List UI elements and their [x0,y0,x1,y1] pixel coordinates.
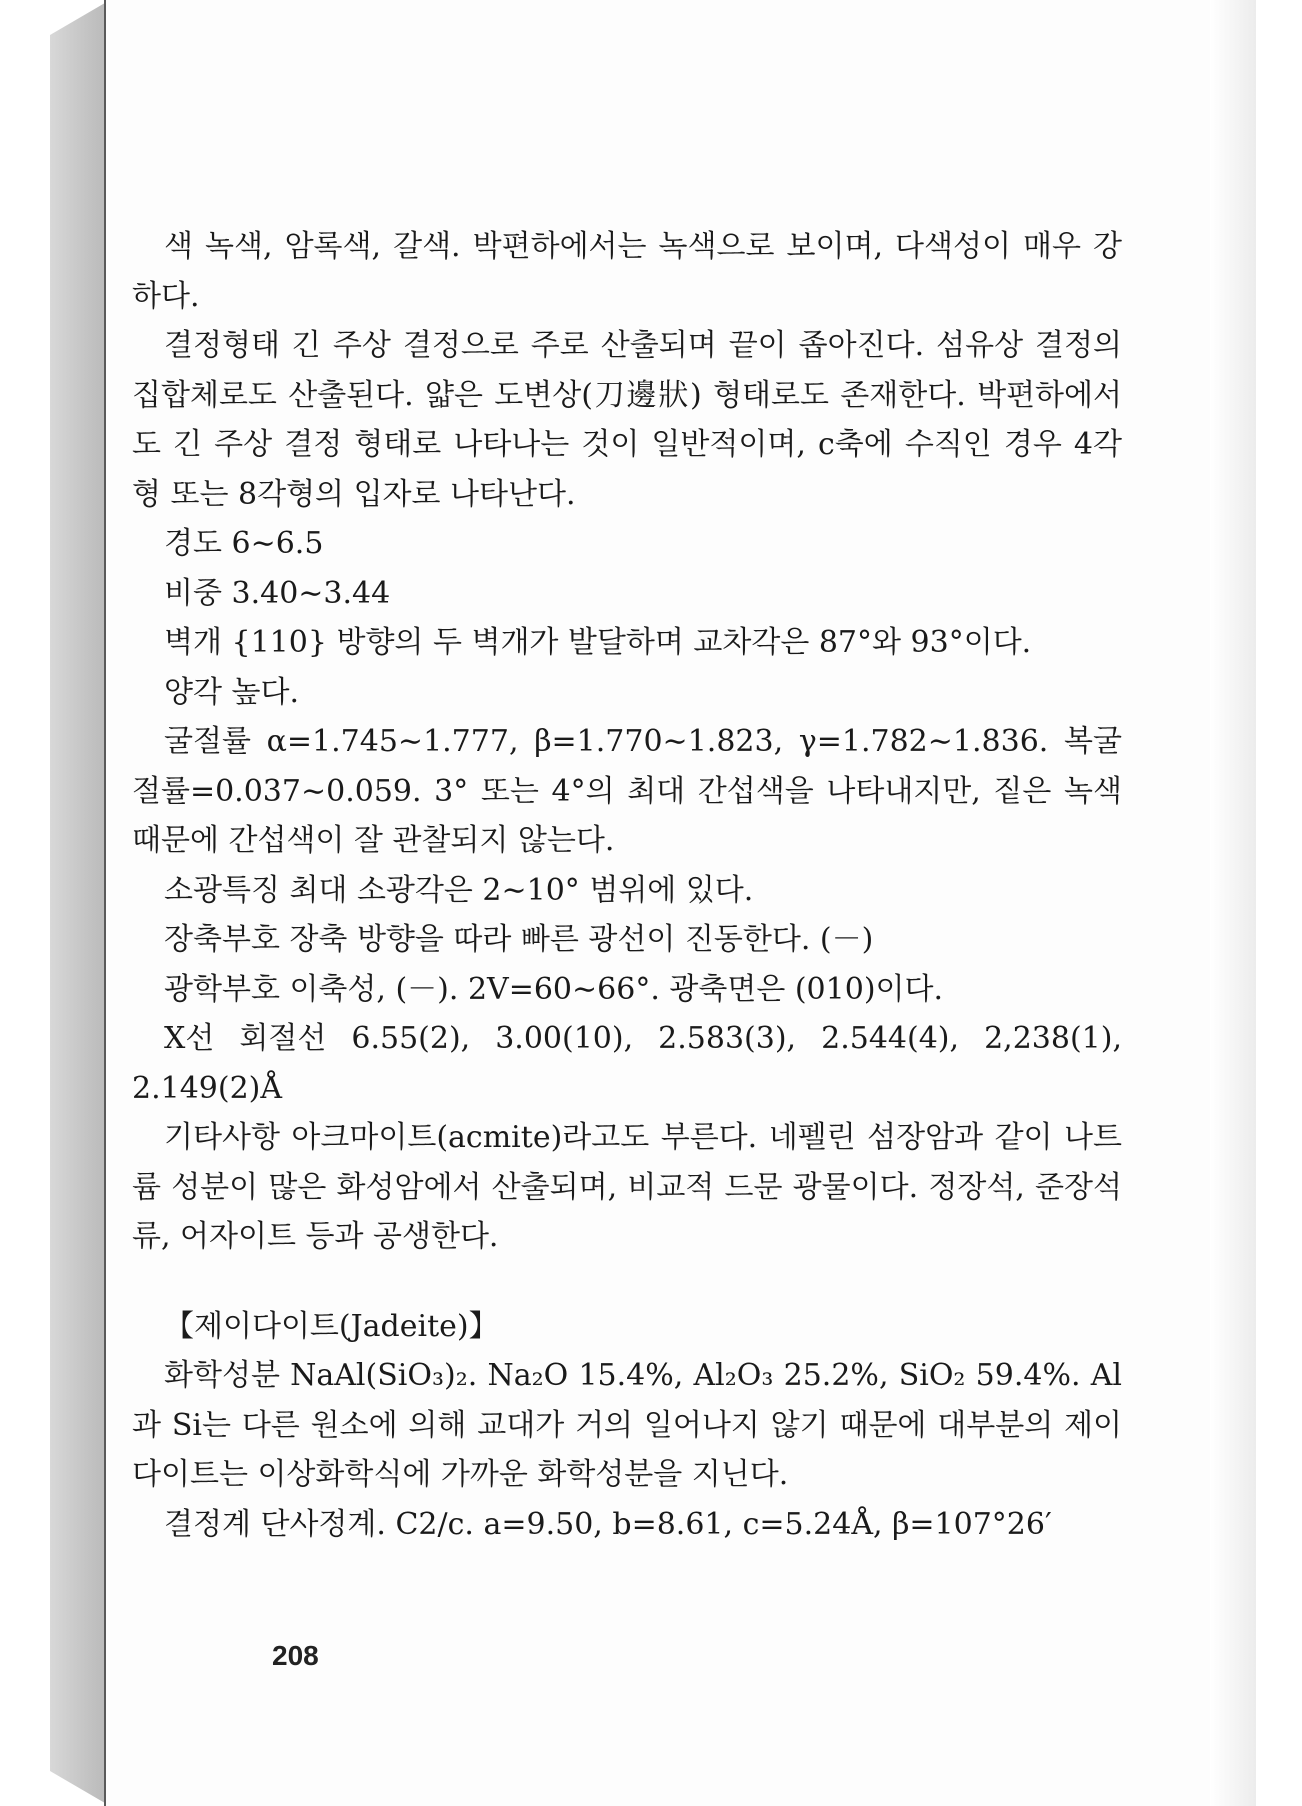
paragraph-extinction: 소광특징 최대 소광각은 2∼10° 범위에 있다. [164,872,754,908]
page-edge-shadow [1210,0,1256,1806]
paragraph-crystal-system: 결정계 단사정계. C2/c. a=9.50, b=8.61, c=5.24Å, β=107°26′ [164,1506,1052,1542]
paragraph-color: 색 녹색, 암록색, 갈색. 박편하에서는 녹색으로 보이며, 다색성이 매우 강하다. [132,229,1122,314]
paragraph-specific-gravity: 비중 3.40∼3.44 [164,575,391,611]
paragraph-elongation: 장축부호 장축 방향을 따라 빠른 광선이 진동한다. (－) [164,922,874,957]
paragraph-relief: 양각 높다. [164,674,299,710]
paragraph-xray: X선 회절선 6.55(2), 3.00(10), 2.583(3), 2.544(4), 2,238(1), 2.149(2)Å [132,1021,1122,1106]
paragraph-remarks: 기타사항 아크마이트(acmite)라고도 부른다. 네펠린 섬장암과 같이 나트륨 성분이 많은 화성암에서 산출되며, 비교적 드문 광물이다. 정장석, 준장석류, 어자이트 등과 공생한다. [132,1120,1122,1254]
paragraph-cleavage: 벽개 {110} 방향의 두 벽개가 발달하며 교차각은 87°와 93°이다. [164,625,1032,660]
paragraph-chemical-composition: 화학성분 NaAl(SiO₃)₂. Na₂O 15.4%, Al₂O₃ 25.2%, SiO₂ 59.4%. Al과 Si는 다른 원소에 의해 교대가 거의 일어나지 않기 때문에 대부분의 제이다이트는 이상화학식에 가까운 화학성분을 지닌다. [132,1358,1122,1492]
paragraph-crystal-form: 결정형태 긴 주상 결정으로 주로 산출되며 끝이 좁아진다. 섬유상 결정의 집합체로도 산출된다. 얇은 도변상(刀邊狀) 형태로도 존재한다. 박편하에서도 긴 주상 결정 형태로 나타나는 것이 일반적이며, c축에 수직인 경우 4각형 또는 8각형의 입자로 나타난다. [132,328,1122,512]
page-number: 208 [272,1640,319,1671]
paragraph-refractive-index: 굴절률 α=1.745∼1.777, β=1.770∼1.823, γ=1.782∼1.836. 복굴절률=0.037∼0.059. 3° 또는 4°의 최대 간섭색을 나타내지만, 짙은 녹색 때문에 간섭색이 잘 관찰되지 않는다. [132,724,1122,858]
book-spine [50,0,110,1806]
page-text [132,222,1122,1549]
paragraph-hardness: 경도 6∼6.5 [164,526,324,561]
paragraph-optic-sign: 광학부호 이축성, (－). 2V=60∼66°. 광축면은 (010)이다. [164,971,944,1007]
section-title-jadeite: 【제이다이트(Jadeite)】 [164,1308,499,1344]
section-gap [132,1262,1122,1302]
